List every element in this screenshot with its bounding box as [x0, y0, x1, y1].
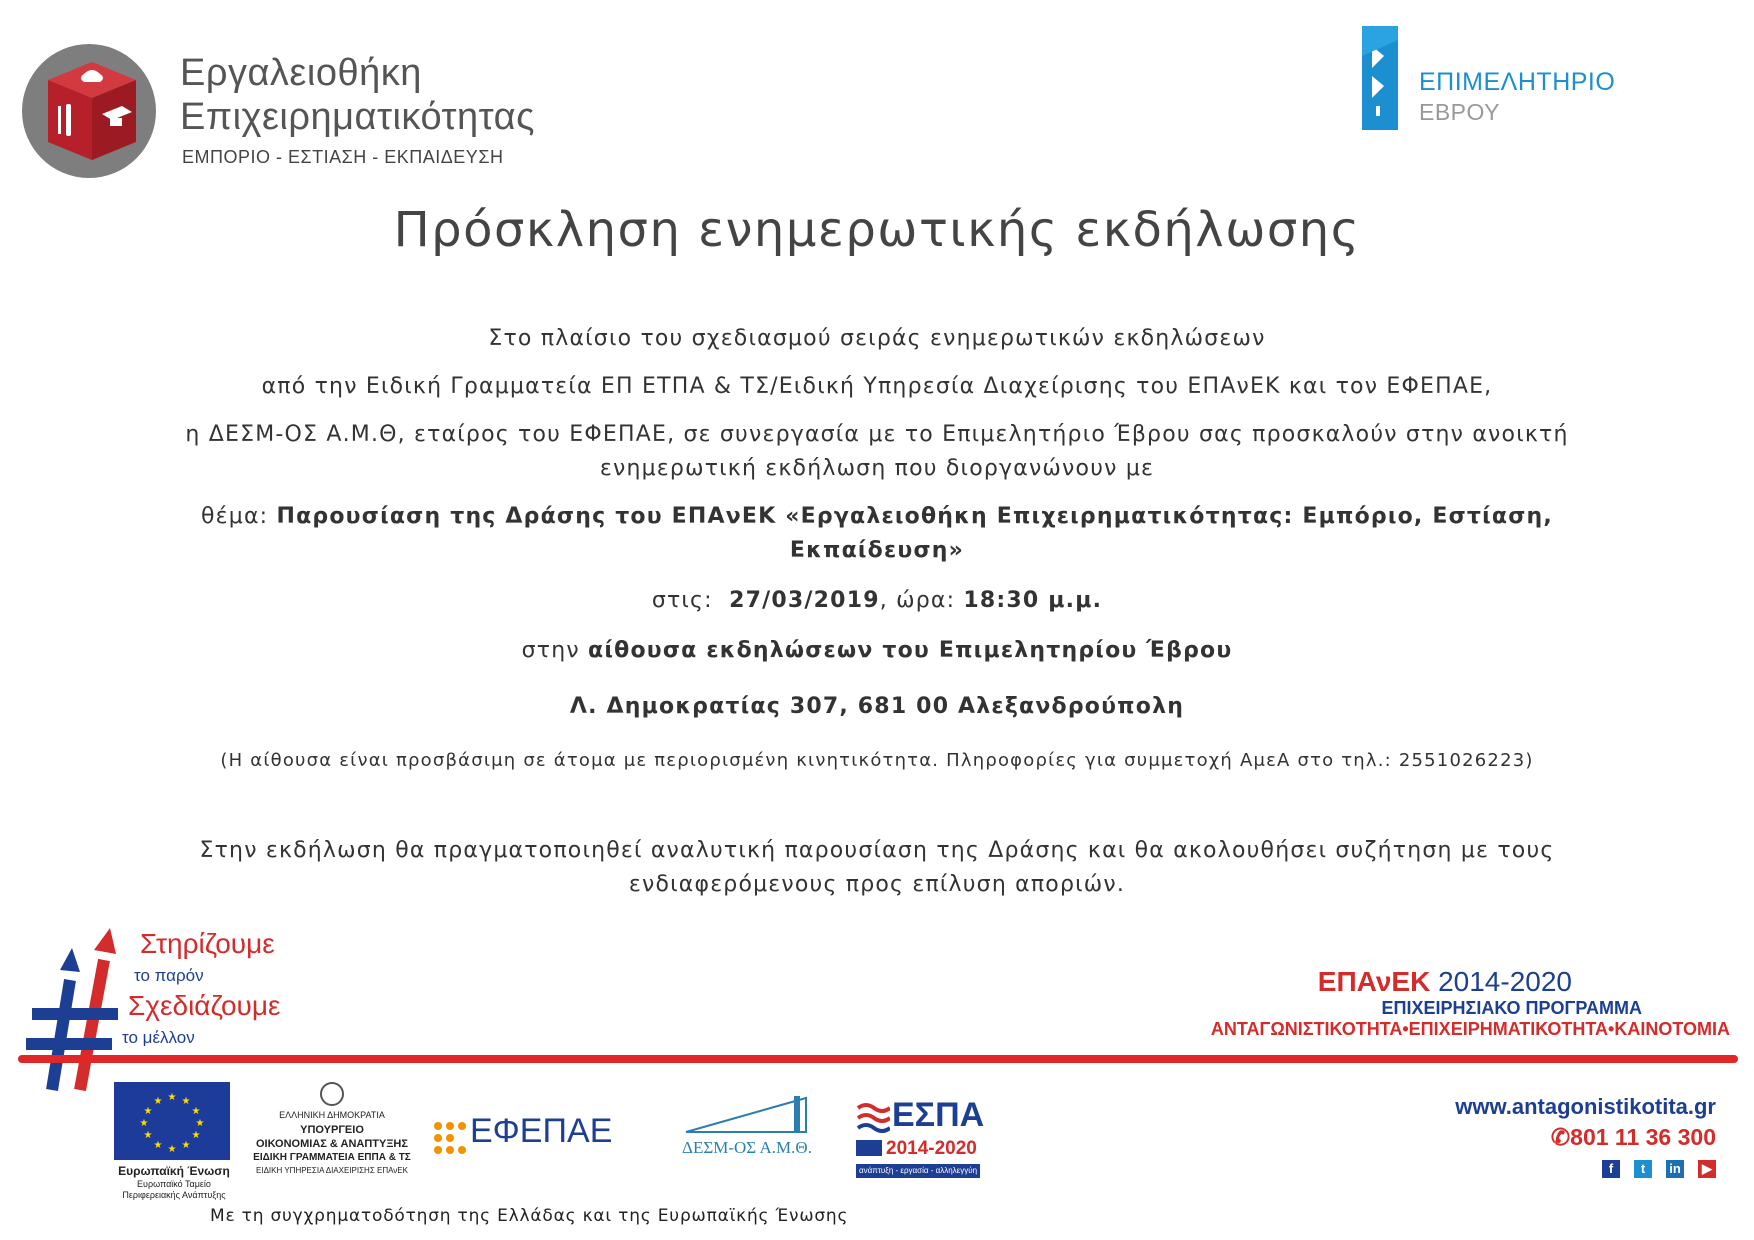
espa-tagline: ανάπτυξη - εργασία - αλληλεγγύη — [856, 1164, 980, 1178]
venue-label: στην — [521, 638, 580, 663]
facebook-icon[interactable]: f — [1602, 1160, 1620, 1178]
intro-line-2: από την Ειδική Γραμματεία ΕΠ ΕΤΠΑ & ΤΣ/Ειδική Υπηρεσία Διαχείρισης του ΕΠΑνΕΚ και τον ΕΦΕΠΑΕ, — [261, 374, 1493, 399]
contact-block — [1340, 1094, 1716, 1184]
efepae-name: ΕΦΕΠΑΕ — [470, 1112, 613, 1150]
chamber-logo — [1362, 26, 1616, 130]
topic-label: θέμα: — [201, 504, 269, 529]
address-line: Λ. Δημοκρατίας 307, 681 00 Αλεξανδρούπολη — [569, 694, 1185, 719]
espa-waves-icon — [856, 1100, 890, 1140]
slogan-logo — [22, 920, 322, 1100]
chamber-emblem-icon — [1362, 26, 1402, 130]
greek-emblem-icon — [320, 1082, 344, 1106]
topic-text-2: Εκπαίδευση» — [789, 538, 965, 563]
ministry-line-4: ΕΙΔΙΚΗ ΓΡΑΜΜΑΤΕΙΑ ΕΠΠΑ & ΤΣ — [253, 1152, 411, 1163]
epanek-line-3: ΑΝΤΑΓΩΝΙΣΤΙΚΟΤΗΤΑ•ΕΠΙΧΕΙΡΗΜΑΤΙΚΟΤΗΤΑ•ΚΑΙΝΟΤΟΜΙΑ — [1210, 1019, 1730, 1039]
toolkit-title-line2: Επιχειρηματικότητας — [180, 96, 535, 138]
closing-text — [120, 834, 1634, 902]
svg-text:★: ★ — [195, 1118, 205, 1129]
svg-text:★: ★ — [191, 1130, 201, 1141]
date-value: 27/03/2019 — [729, 588, 880, 613]
venue-line — [120, 634, 1634, 668]
toolkit-title-line1: Εργαλειοθήκη — [180, 52, 422, 94]
hashtag-arrows-icon — [22, 920, 122, 1100]
venue-value: αίθουσα εκδηλώσεων του Επιμελητηρίου Έβρου — [588, 638, 1233, 663]
divider-line — [18, 1055, 1738, 1063]
epanek-name: ΕΠΑνΕΚ — [1317, 966, 1431, 997]
date-label: στις: — [651, 588, 713, 613]
espa-name: ΕΣΠΑ — [892, 1096, 985, 1134]
chamber-name-line2: ΕΒΡΟΥ — [1419, 99, 1501, 125]
svg-text:★: ★ — [167, 1092, 177, 1103]
ministry-line-1: ΕΛΛΗΝΙΚΗ ΔΗΜΟΚΡΑΤΙΑ — [279, 1110, 385, 1120]
desmos-triangle-icon — [666, 1094, 826, 1134]
cofunding-note: Με τη συγχρηματοδότηση της Ελλάδας και της Ευρωπαϊκής Ένωσης — [210, 1206, 849, 1226]
espa-years: 2014-2020 — [886, 1138, 977, 1159]
topic-block — [120, 500, 1634, 568]
epanek-logo — [1100, 966, 1730, 1038]
intro-line-1: Στο πλαίσιο του σχεδιασμού σειράς ενημερωτικών εκδηλώσεων — [488, 326, 1266, 351]
svg-text:★: ★ — [139, 1118, 149, 1129]
greek-flag-icon — [856, 1140, 882, 1156]
page-title: Πρόσκληση ενημερωτικής εκδήλωσης — [393, 202, 1361, 258]
epanek-years: 2014-2020 — [1438, 966, 1572, 997]
espa-logo — [856, 1096, 985, 1178]
twitter-icon[interactable]: t — [1634, 1160, 1652, 1178]
intro-line-3a: η ΔΕΣΜ-ΟΣ Α.Μ.Θ, εταίρος του ΕΦΕΠΑΕ, σε συνεργασία με το Επιμελητήριο Έβρου σας προσκαλούν στην ανοικτή — [185, 422, 1569, 447]
phone-icon: ✆ — [1550, 1124, 1571, 1150]
eu-fund-line-2: Περιφερειακής Ανάπτυξης — [122, 1190, 226, 1200]
epanek-line-2: ΕΠΙΧΕΙΡΗΣΙΑΚΟ ΠΡΟΓΡΑΜΜΑ — [1381, 998, 1642, 1018]
ministry-line-3: ΟΙΚΟΝΟΜΙΑΣ & ΑΝΑΠΤΥΞΗΣ — [256, 1138, 408, 1150]
toolkit-subtitle: ΕΜΠΟΡΙΟ - ΕΣΤΙΑΣΗ - ΕΚΠΑΙΔΕΥΣΗ — [182, 147, 504, 167]
svg-text:★: ★ — [181, 1140, 191, 1151]
cube-icon — [44, 58, 140, 164]
svg-text:★: ★ — [153, 1096, 163, 1107]
date-time-line — [120, 584, 1634, 618]
slogan-line-2: το παρόν — [134, 966, 204, 985]
intro-line-3 — [120, 418, 1634, 486]
slogan-line-3: Σχεδιάζουμε — [128, 990, 281, 1021]
accessibility-note: (Η αίθουσα είναι προσβάσιμη σε άτομα με περιορισμένη κινητικότητα. Πληροφορίες για συμμετοχή ΑμεΑ στο τηλ.: 2551026223) — [220, 750, 1534, 771]
social-icons — [1588, 1158, 1716, 1178]
chamber-name-line1: ΕΠΙΜΕΛΗΤΗΡΙΟ — [1419, 68, 1616, 96]
efepae-logo — [432, 1110, 620, 1170]
eu-flag-icon — [114, 1082, 230, 1160]
eu-logo — [112, 1082, 236, 1200]
eu-name: Ευρωπαϊκή Ένωση — [118, 1164, 230, 1178]
time-value: 18:30 μ.μ. — [963, 588, 1103, 613]
time-label: , ώρα: — [879, 588, 956, 613]
phone-number: 801 11 36 300 — [1570, 1124, 1716, 1150]
linkedin-icon[interactable]: in — [1666, 1160, 1684, 1178]
website-link[interactable]: www.antagonistikotita.gr — [1455, 1094, 1716, 1119]
eu-fund-line-1: Ευρωπαϊκό Ταμείο — [137, 1179, 211, 1189]
svg-text:★: ★ — [153, 1140, 163, 1151]
closing-line-1: Στην εκδήλωση θα πραγματοποιηθεί αναλυτική παρουσίαση της Δράσης και θα ακολουθήσει συζήτηση με τους — [199, 838, 1555, 863]
toolkit-logo — [22, 44, 622, 184]
slogan-line-4: το μέλλον — [122, 1028, 195, 1047]
ministry-logo — [242, 1082, 422, 1192]
topic-text-1: Παρουσίαση της Δράσης του ΕΠΑνΕΚ «Εργαλειοθήκη Επιχειρηματικότητας: Εμπόριο, Εστίαση, — [276, 504, 1553, 529]
efepae-dots-icon — [432, 1120, 468, 1156]
svg-text:★: ★ — [167, 1144, 177, 1155]
ministry-line-2: ΥΠΟΥΡΓΕΙΟ — [300, 1124, 364, 1136]
svg-text:★: ★ — [181, 1096, 191, 1107]
svg-text:★: ★ — [143, 1130, 153, 1141]
svg-text:★: ★ — [191, 1106, 201, 1117]
slogan-line-1: Στηρίζουμε — [140, 928, 275, 959]
desmos-name: ΔΕΣΜ-ΟΣ Α.Μ.Θ. — [682, 1138, 812, 1157]
svg-text:★: ★ — [143, 1106, 153, 1117]
youtube-icon[interactable]: ▶ — [1698, 1160, 1716, 1178]
closing-line-2: ενδιαφερόμενους προς επίλυση αποριών. — [628, 872, 1126, 897]
intro-line-3b: ενημερωτική εκδήλωση που διοργανώνουν με — [599, 456, 1155, 481]
ministry-line-5: ΕΙΔΙΚΗ ΥΠΗΡΕΣΙΑ ΔΙΑΧΕΙΡΙΣΗΣ ΕΠΑνΕΚ — [256, 1166, 408, 1175]
desmos-logo — [656, 1094, 838, 1174]
